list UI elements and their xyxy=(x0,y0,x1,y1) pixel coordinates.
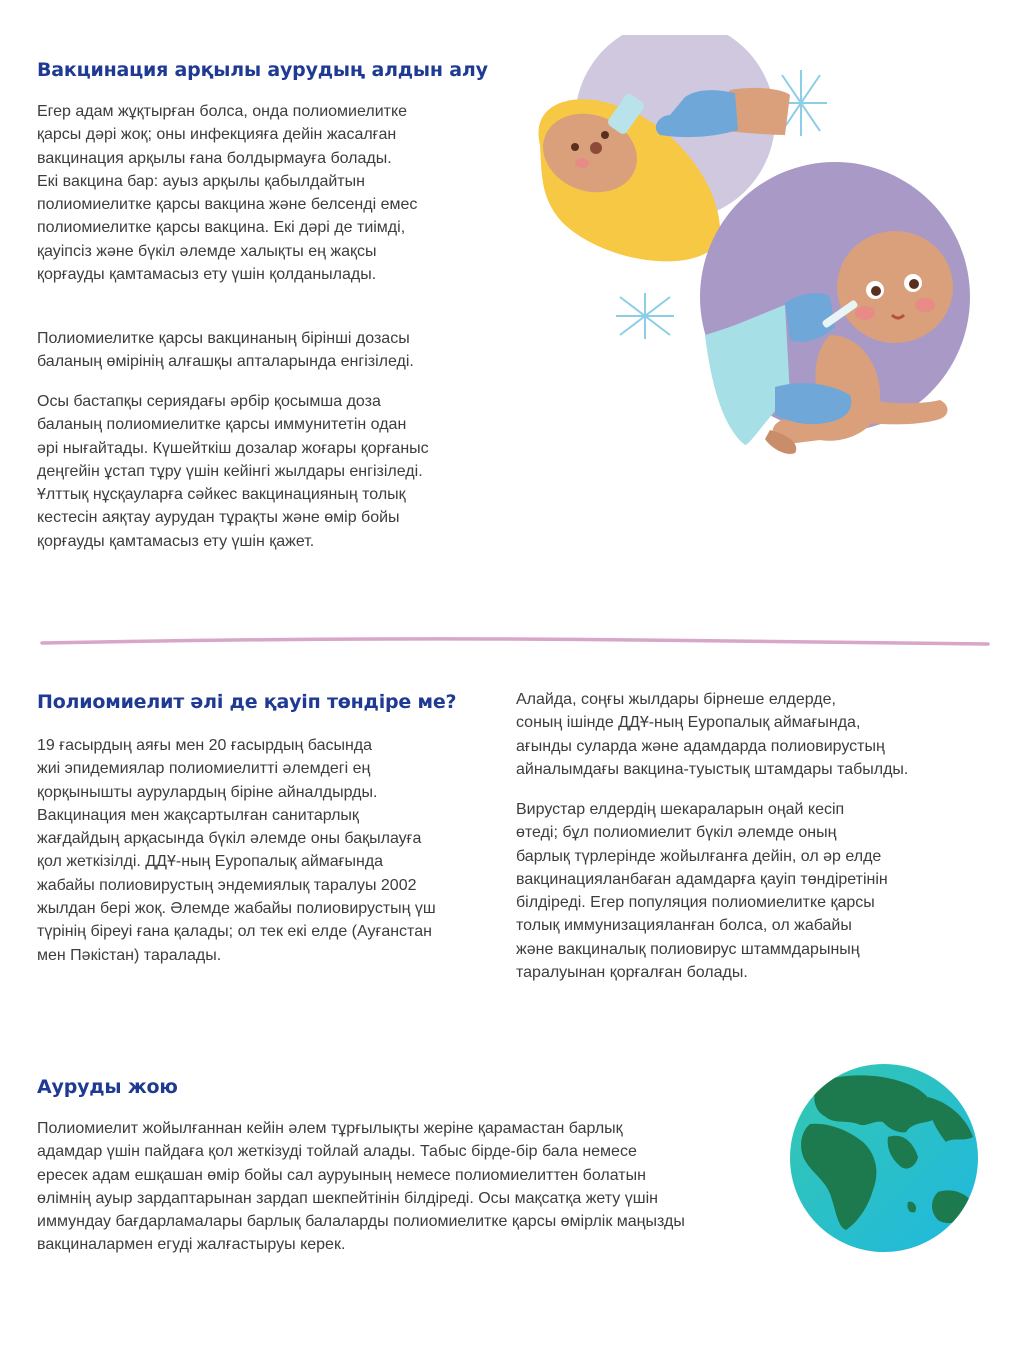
baby-head xyxy=(837,231,953,343)
vaccination-illustration xyxy=(520,35,980,465)
paragraph-booster-doses: Осы бастапқы сериядағы әрбір қосымша доза баланың полиомиелитке қарсы иммунитетін одан әрі нығайтады. Күшейткіш дозалар жоғары қорғаныс деңгейін ұстап тұру үшін кейінгі жылдары енгізіледі. Ұлттық нұсқауларға сәйкес вакцинацияның толық кестесін аяқтау аурудан тұрақты және өмір бойы қорғауды қамтамасыз ету үшін қажет. xyxy=(37,393,429,550)
paragraph-vaccines-intro: Егер адам жұқтырған болса, онда полиомиелитке қарсы дәрі жоқ; оны инфекцияға дейін жасалған вакцинация арқылы ғана болдырмауға болады. Екі вакцина бар: ауыз арқылы қабылдайтын полиомиелитке қарсы вакцина және белсенді емес полиомиелитке қарсы вакцина. Екі дәрі де тиімді, қауіпсіз және бүкіл әлемде халықты ең жақсы қорғауды қамтамасыз ету үшін қолданылады. xyxy=(37,103,418,284)
section-divider xyxy=(40,636,990,648)
globe-illustration xyxy=(788,1062,980,1254)
paragraph-first-dose: Полиомиелитке қарсы вакцинаның бірінші дозасы баланың өмірінің алғашқы апталарында енгізіледі. xyxy=(37,330,414,371)
section-heading-eradication: Ауруды жою xyxy=(37,1076,178,1098)
paragraph-vaccine-derived-strains: Алайда, соңғы жылдары бірнеше елдерде, соның ішінде ДДҰ-ның Еуропалық аймағында, ағынды суларда және адамдарда полиовирустың айналымдағы вакцина-туыстық штамдары табылды. xyxy=(516,691,909,778)
section-heading-threat: Полиомиелит әлі де қауіп төндіре ме? xyxy=(37,691,457,713)
paragraph-eradication: Полиомиелит жойылғаннан кейін әлем тұрғылықты жеріне қарамастан барлық адамдар үшін пайдаға қол жеткізуді тойлай алады. Табыс бірде-бір бала немесе ересек адам ешқашан өмір бойы сал ауруының немесе полиомиелиттен болатын өлімнің ауыр зардаптарынан зардап шекпейтінін білдіреді. Осы мақсатқа жету үшін иммундау бағдарламалары барлық балаларды полиомиелитке қарсы өмірлік маңызды вакциналармен егуді жалғастыруы керек. xyxy=(37,1120,685,1254)
snowflake-icon xyxy=(616,293,674,339)
paragraph-polio-history: 19 ғасырдың аяғы мен 20 ғасырдың басында жиі эпидемиялар полиомиелитті әлемдегі ең қорқынышты аурулардың біріне айналдырды. Вакцинация мен жақсартылған санитарлық жағдайдың арқасында бүкіл әлемде оны бақылауға қол жеткізілді. ДДҰ-ның Еуропалық аймағында жабайы полиовирустың эндемиялық таралуы 2002 жылдан бері жоқ. Әлемде жабайы полиовирустың үш түрінің біреуі ғана қалады; ол тек екі елде (Ауғанстан мен Пәкістан) таралады. xyxy=(37,737,436,964)
paragraph-cross-border-risk: Вирустар елдердің шекараларын оңай кесіп өтеді; бұл полиомиелит бүкіл әлемде оның барлық түрлерінде жойылғанға дейін, ол әр елде вакцинацияланбаған адамдарға қауіп төндіретінін білдіреді. Егер популяция полиомиелитке қарсы толық иммунизацияланған болса, ол жабайы және вакциналық полиовирус штаммдарының таралуынан қорғалған болады. xyxy=(516,801,888,982)
section-heading-vaccination: Вакцинация арқылы аурудың алдын алу xyxy=(37,59,488,81)
